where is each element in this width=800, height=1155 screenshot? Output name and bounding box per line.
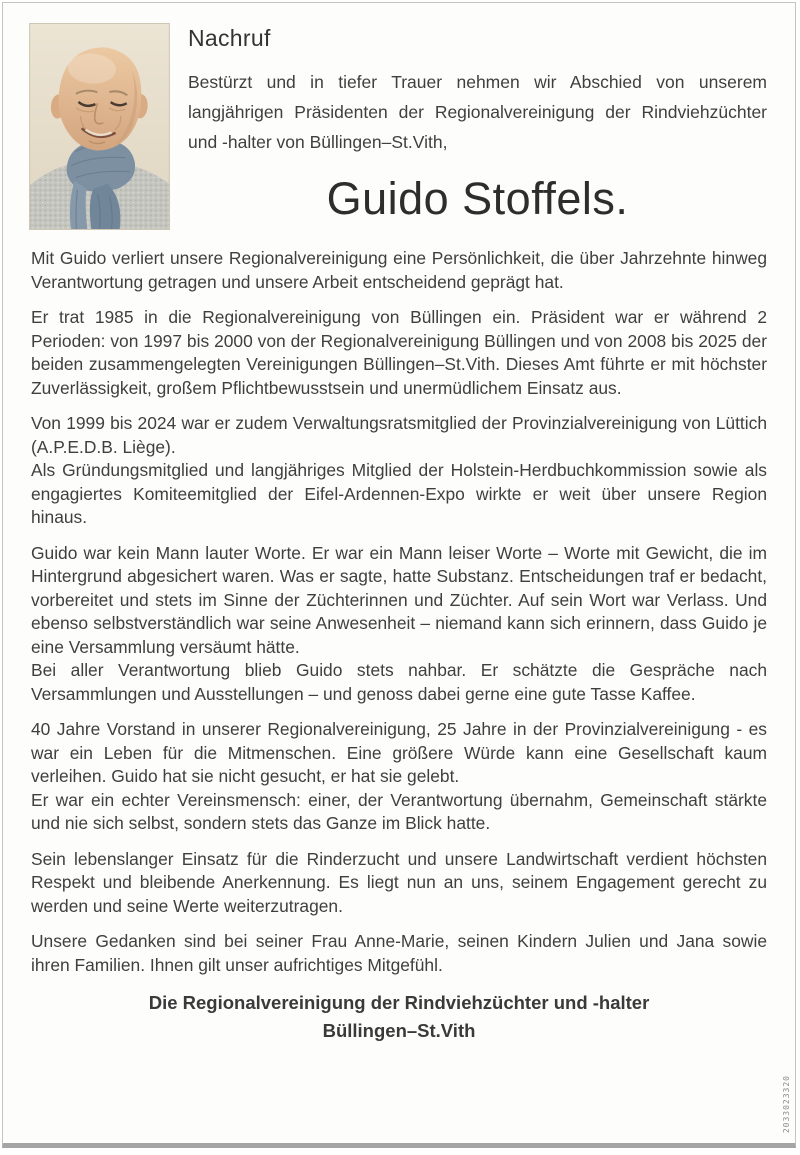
text-block (31, 848, 767, 919)
intro-paragraph: Bestürzt und in tiefer Trauer nehmen wir Abschied von unserem langjährigen Präsidenten der Regionalvereinigung der Rindviehzüchter und -halter von Büllingen–St.Vith, (188, 72, 767, 152)
portrait-photo (29, 23, 170, 230)
text-block (31, 542, 767, 707)
body-paragraph: Er war ein echter Vereinsmensch: einer, der Verantwortung übernahm, Gemeinschaft stärkte und nie sich selbst, sondern stets das Ganze im Blick hatte. (31, 789, 767, 833)
body-paragraph: Er trat 1985 in die Regionalvereinigung von Büllingen ein. Präsident war er während 2 Perioden: von 1997 bis 2000 von der Regionalvereinigung Büllingen und von 2008 bis 2025 der beiden zusammengelegten Vereinigungen Büllingen–St.Vith. Dieses Amt führte er mit höchster Zuverlässigkeit, großem Pflichtbewusstsein und unermüdlichem Einsatz aus. (31, 307, 767, 398)
page-title: Nachruf (188, 25, 271, 51)
text-block (31, 247, 767, 294)
body-paragraph: Bei aller Verantwortung blieb Guido stets nahbar. Er schätzte die Gespräche nach Versammlungen und Ausstellungen – und genoss dabei gerne eine gute Tasse Kaffee. (31, 660, 767, 704)
text-block (31, 412, 767, 530)
body-paragraph: Guido war kein Mann lauter Worte. Er war ein Mann leiser Worte – Worte mit Gewicht, die im Hintergrund abgesichert waren. Was er sagte, hatte Substanz. Entscheidungen traf er bedacht, vorbereitet und stets im Sinne der Züchterinnen und Züchter. Auf sein Wort war Verlass. Und ebenso selbstverständlich war seine Anwesenheit – niemand kann sich erinnern, dass Guido je eine Versammlung versäumt hätte. (31, 542, 767, 657)
body-paragraph: 40 Jahre Vorstand in unserer Regionalvereinigung, 25 Jahre in der Provinzialvereinigung - es war ein Leben für die Mitmenschen. Eine größere Würde kann eine Gesellschaft kaum verleihen. Guido hat sie nicht gesucht, er hat sie gelebt. (31, 719, 767, 786)
text-block (31, 306, 767, 400)
body-text (3, 247, 795, 977)
body-paragraph: Mit Guido verliert unsere Regionalvereinigung eine Persönlichkeit, die über Jahrzehnte hinweg Verantwortung getragen und unsere Arbeit entscheidend geprägt hat. (31, 248, 767, 292)
body-paragraph: Von 1999 bis 2024 war er zudem Verwaltungsratsmitglied der Provinzialvereinigung von Lüttich (A.P.E.D.B. Liège). (31, 413, 767, 457)
signature-line-1: Die Regionalvereinigung der Rindviehzüchter und -halter (148, 992, 650, 1013)
body-paragraph: Unsere Gedanken sind bei seiner Frau Anne-Marie, seinen Kindern Julien und Jana sowie ihren Familien. Ihnen gilt unser aufrichtiges Mitgefühl. (31, 931, 767, 975)
vertical-id-code: 2033023320 (782, 1074, 791, 1133)
obituary-card (2, 2, 796, 1148)
body-paragraph: Sein lebenslanger Einsatz für die Rinderzucht und unsere Landwirtschaft verdient höchsten Respekt und bleibende Anerkennung. Es liegt nun an uns, seinem Engagement gerecht zu werden und seine Werte weiterzutragen. (31, 848, 767, 916)
header (3, 3, 795, 235)
signature-line-2: Büllingen–St.Vith (322, 1020, 476, 1041)
signature-block (3, 989, 795, 1045)
text-block (31, 718, 767, 836)
deceased-name: Guido Stoffels. (326, 173, 629, 224)
portrait-illustration (29, 23, 170, 230)
header-right-column (188, 25, 767, 225)
body-paragraph: Als Gründungsmitglied und langjähriges Mitglied der Holstein-Herdbuchkommission sowie als engagiertes Komiteemitglied der Eifel-Ardennen-Expo wirkte er weit über unsere Region hinaus. (31, 460, 767, 527)
text-block (31, 930, 767, 977)
